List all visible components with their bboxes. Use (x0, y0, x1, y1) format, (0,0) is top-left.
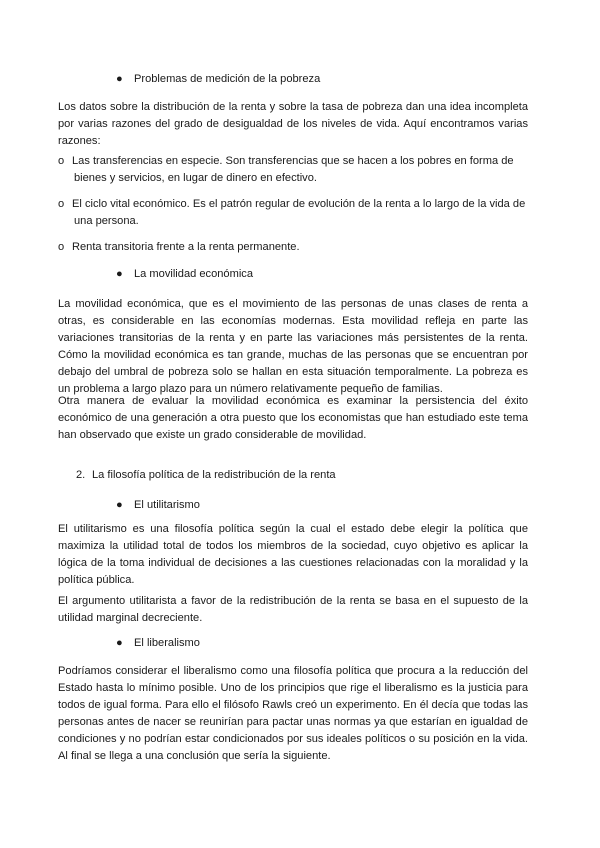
bullet-icon: ● (116, 268, 123, 280)
heading-movilidad: ● La movilidad económica (116, 266, 253, 283)
list-item: o El ciclo vital económico. Es el patrón regular de evolución de la renta a lo largo de la vida de una persona. (58, 198, 526, 227)
list-item: o Renta transitoria frente a la renta permanente. (58, 239, 528, 256)
paragraph-argumento: El argumento utilitarista a favor de la redistribución de la renta se basa en el supuesto de la utilidad marginal decreciente. (58, 595, 528, 624)
list-item: o Las transferencias en especie. Son transferencias que se hacen a los pobres en forma de bienes y servicios, en lugar de dinero en efectivo. (58, 155, 514, 184)
bullet-icon: ● (116, 637, 123, 649)
paragraph-otra-manera: Otra manera de evaluar la movilidad económica es examinar la persistencia del éxito económico de una generación a otra puesto que los economistas que han estudiado este tema han observado que existe un grado considerable de movilidad. (58, 395, 528, 441)
bullet-icon: ● (116, 73, 123, 85)
circle-bullet-icon: o (58, 155, 65, 167)
paragraph-movilidad: La movilidad económica, que es el movimiento de las personas de unas clases de renta a otras, es considerable en las economías modernas. Esta movilidad refleja en parte las variaciones transitorias de la renta y en parte las variaciones más persistentes de la renta. Cómo la movilidad económica es tan grande, muchas de las personas que se encuentran por debajo del umbral de pobreza solo se hallan en esta situación temporalmente. La pobreza es un problema a largo plazo para un número relativamente pequeño de familias. (58, 298, 528, 395)
paragraph-datos: Los datos sobre la distribución de la renta y sobre la tasa de pobreza dan una idea incompleta por varias razones del grado de desigualdad de los niveles de vida. Aquí encontramos varias razones: (58, 101, 528, 147)
circle-bullet-icon: o (58, 198, 65, 210)
heading-utilitarismo: ● El utilitarismo (116, 497, 200, 514)
heading-liberalismo: ● El liberalismo (116, 635, 200, 652)
bullet-icon: ● (116, 499, 123, 511)
paragraph-utilitarismo: El utilitarismo es una filosofía política según la cual el estado debe elegir la política que maximiza la utilidad total de todos los miembros de la sociedad, cuyo objetivo es aplicar la lógica de la toma individual de decisiones a las cuestiones relacionadas con la moralidad y la política pública. (58, 523, 528, 586)
section-2-heading: 2. La filosofía política de la redistribución de la renta (76, 469, 336, 481)
paragraph-liberalismo: Podríamos considerar el liberalismo como una filosofía política que procura a la reducción del Estado hasta lo mínimo posible. Uno de los principios que rige el liberalismo es la justicia para todos de igual forma. Para ello el filósofo Rawls creó un experimento. En él decía que todas las personas antes de nacer se reunirían para pactar unas normas ya que estarían en igualdad de condiciones y no podrían estar condicionados por sus ideales políticos o su posición en la vida. Al final se llega a una conclusión que sería la siguiente. (58, 665, 528, 762)
heading-pobreza: ● Problemas de medición de la pobreza (116, 71, 320, 88)
circle-bullet-icon: o (58, 241, 65, 253)
